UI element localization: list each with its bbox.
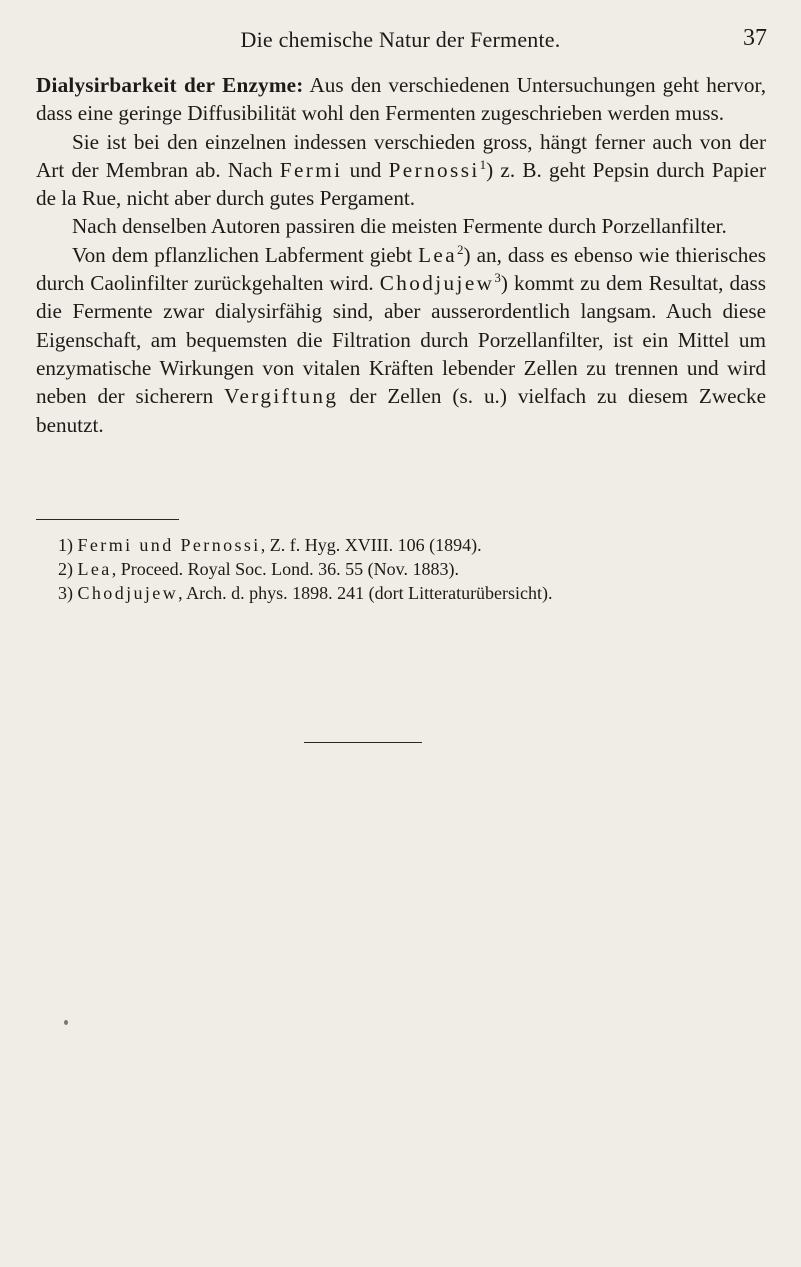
paragraph-text: Nach denselben Autoren passiren die meisten Fermente durch Porzellanfilter. [72, 214, 727, 239]
paragraph-porcelain [36, 212, 766, 240]
paragraph-text: ) z. B. geht Pepsin durch Papier de la Rue, nicht aber durch gutes Pergament. [36, 157, 766, 211]
author-name: Chodjujew [379, 271, 495, 296]
page-number: 37 [743, 25, 767, 51]
paragraph-text: ) kommt zu dem Resultat, dass die Fermente zwar dialysirfähig sind, aber ausserordentlich langsam. Auch diese Eigenschaft, am bequemsten die Filtration durch Porzellanfilter, ist ein Mittel um enzymatische Wirkungen von vitalen Kräften lebender Zellen zu trennen und wird neben der sicherern [36, 271, 766, 409]
author-name: Lea [418, 242, 458, 267]
footnote-2 [58, 557, 778, 581]
footnote-ref: 2 [457, 241, 464, 257]
footnote-text: , Z. f. Hyg. XVIII. 106 (1894). [260, 535, 482, 555]
paragraph-membrane [36, 128, 766, 213]
emphasis-term: Vergiftung [224, 384, 339, 409]
footnote-author: Fermi und Pernossi [77, 535, 261, 555]
section-headword: Dialysirbarkeit der Enzyme: [36, 73, 304, 97]
footnote-number: 3) [58, 583, 73, 603]
paragraph-text: Sie ist bei den einzelnen indessen verschieden gross, hängt ferner auch von der Art der Membran ab. Nach [36, 129, 766, 182]
paragraph-text: Aus den verschiedenen Untersuchungen geht hervor, dass eine geringe Diffusibilität wohl den Fermenten zugeschrieben werden muss. [36, 73, 766, 126]
footnote-text: , Arch. d. phys. 1898. 241 (dort Litteraturübersicht). [178, 583, 553, 603]
footnote-number: 1) [58, 535, 73, 555]
author-name: Fermi [279, 157, 343, 182]
footnote-ref: 1 [479, 156, 487, 172]
footnote-separator [36, 519, 179, 520]
paragraph-text: ) an, dass es ebenso wie thierisches durch Caolinfilter zurückgehalten wird. [36, 242, 766, 296]
running-title: Die chemische Natur der Fermente. [240, 27, 561, 52]
main-text [36, 71, 766, 439]
author-name: Pernossi [388, 157, 480, 182]
paragraph-text: der Zellen (s. u.) vielfach zu diesem Zwecke benutzt. [36, 384, 766, 437]
footnote-author: Chodjujew [77, 583, 179, 603]
footnote-1 [58, 533, 778, 557]
footnote-text: , Proceed. Royal Soc. Lond. 36. 55 (Nov. 1883). [111, 559, 459, 579]
paragraph-dialysis [36, 71, 766, 128]
paragraph-text: Von dem pflanzlichen Labferment giebt [72, 242, 419, 267]
paper-speck [64, 1020, 68, 1025]
paragraph-text: und [342, 157, 389, 182]
footnote-author: Lea [77, 559, 112, 579]
footnote-3 [58, 581, 778, 605]
footnote-number: 2) [58, 559, 73, 579]
section-end-rule [304, 742, 422, 743]
paragraph-labferment [36, 241, 766, 439]
footnotes [58, 533, 778, 605]
footnote-ref: 3 [494, 270, 501, 286]
